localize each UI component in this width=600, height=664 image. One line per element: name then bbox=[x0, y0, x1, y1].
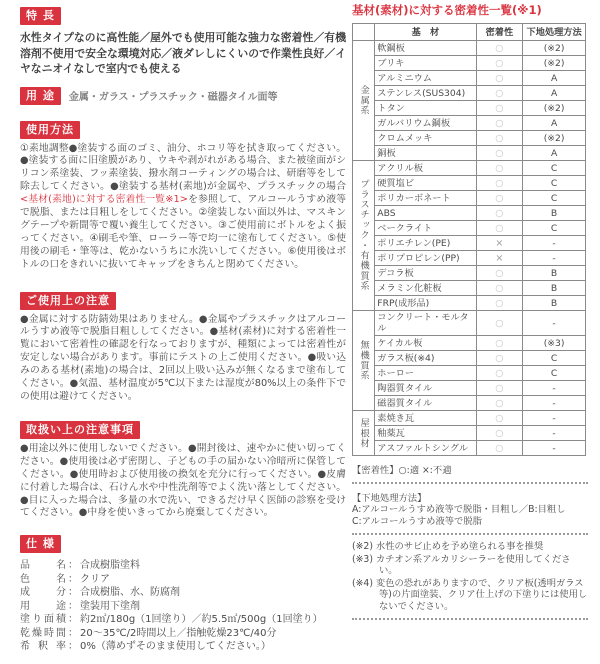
circle-mark: ○ bbox=[495, 72, 504, 84]
group-label-cell: 金属系 bbox=[353, 41, 375, 161]
text-segment: を参照して、アルコールうすめ液等で脱脂、または目粗しをしてください。②塗装しない面以外は、マスキングテープや新聞等で覆い養生してください。③ご使用前にボトルをよく振ってください。④刷毛や筆、ローラー等で均一に塗布してください。⑤使用後の刷毛・筆等は、乾かないうちに水洗いしてください。⑥使用後はボトルの口をきれいに抜いてキャップをきちんと閉めてください。 bbox=[20, 194, 346, 270]
material-cell: 銅板 bbox=[375, 146, 476, 161]
treatment-cell: A bbox=[523, 146, 586, 161]
adhesion-mark-cell bbox=[476, 266, 523, 281]
adhesion-mark-cell bbox=[476, 131, 523, 146]
section-howto bbox=[20, 118, 346, 272]
material-cell: アクリル板 bbox=[375, 161, 476, 176]
adhesion-table-reference: <基材(素地)に対する密着性一覧※1> bbox=[20, 194, 189, 206]
group-label-cell: 屋根材 bbox=[353, 411, 375, 456]
adhesion-mark-cell bbox=[476, 86, 523, 101]
circle-mark: ○ bbox=[495, 147, 504, 159]
circle-mark: ○ bbox=[495, 57, 504, 69]
table-row bbox=[353, 191, 586, 206]
spec-value: クリア bbox=[80, 573, 110, 585]
circle-mark: ○ bbox=[495, 427, 504, 439]
treatment-cell: C bbox=[523, 161, 586, 176]
table-row bbox=[353, 86, 586, 101]
circle-mark: ○ bbox=[495, 367, 504, 379]
adhesion-mark-cell bbox=[476, 176, 523, 191]
circle-mark: ○ bbox=[495, 412, 504, 424]
section-text-features bbox=[20, 30, 346, 77]
treatment-cell: - bbox=[523, 396, 586, 411]
spec-row-5 bbox=[20, 627, 346, 641]
section-uses bbox=[20, 87, 346, 105]
spec-row-4 bbox=[20, 613, 346, 627]
circle-mark: ○ bbox=[495, 352, 504, 364]
adhesion-mark-cell bbox=[476, 56, 523, 71]
treatment-cell: (※2) bbox=[523, 131, 586, 146]
undercoat-title: 【下地処理方法】 bbox=[352, 493, 427, 504]
spec-label: 品名 bbox=[20, 560, 66, 572]
circle-mark: ○ bbox=[495, 132, 504, 144]
uses-text: 金属・ガラス・プラスチック・磁器タイル面等 bbox=[68, 92, 278, 103]
section-spec bbox=[20, 532, 346, 654]
section-badge-spec: 仕 様 bbox=[20, 535, 61, 553]
material-cell: ガルバリウム鋼板 bbox=[375, 116, 476, 131]
footnote-2: (※4) 変色の恐れがありますので、クリア板(透明ガラス等)の片面塗装、クリア仕上げの下塗りには使用しないでください。 bbox=[352, 577, 588, 612]
treatment-cell: A bbox=[523, 116, 586, 131]
table-row bbox=[353, 176, 586, 191]
section-badge-features: 特 長 bbox=[20, 7, 61, 25]
treatment-column-header: 下地処理方法 bbox=[523, 24, 586, 41]
treatment-cell: (※2) bbox=[523, 41, 586, 56]
text-segment: ●金属に対する防錆効果はありません。●金属やプラスチックはアルコールうすめ液等で脱脂目粗ししてください。●基材(素材)に対する密着性一覧において密着性の確認を行なっておりますが、種類によっては密着性が安定しない場合があります。事前にテストの上ご使用ください。●吸い込みのある基材(素地)の場合は、2回以上吸い込みが無くなるまで塗布してください。●気温、基材温度が5℃以下または湿度が80%以上の条件下での使用は避けてください。 bbox=[20, 313, 346, 402]
spec-value: 0%（薄めずそのまま使用してください。） bbox=[80, 641, 271, 653]
material-cell: メラミン化粧板 bbox=[375, 281, 476, 296]
adhesion-mark-cell bbox=[476, 161, 523, 176]
treatment-cell: C bbox=[523, 176, 586, 191]
circle-mark: ○ bbox=[495, 337, 504, 349]
table-row bbox=[353, 221, 586, 236]
text-segment: ●用途以外に使用しないでください。●開封後は、速やかに使い切ってください。●使用後は必ず密閉し、子どもの手の届かない冷暗所に保管してください。●使用時および使用後の換気を充分に行ってください。●皮膚に付着した場合は、石けん水や中性洗剤等でよく洗い落としてください。●目に入った場合は、多量の水で洗い、できるだけ早く医師の診察を受けてください。●中身を使いきってから廃棄してください。 bbox=[20, 442, 346, 519]
adhesion-mark-cell bbox=[476, 311, 523, 336]
circle-mark: ○ bbox=[495, 297, 504, 309]
treatment-cell: C bbox=[523, 351, 586, 366]
treatment-cell: - bbox=[523, 311, 586, 336]
adhesion-mark-cell bbox=[476, 411, 523, 426]
treatment-cell: B bbox=[523, 296, 586, 311]
table-row bbox=[353, 161, 586, 176]
spec-row-0 bbox=[20, 559, 346, 573]
table-row bbox=[353, 381, 586, 396]
material-cell: ステンレス(SUS304) bbox=[375, 86, 476, 101]
material-cell: ブリキ bbox=[375, 56, 476, 71]
spec-label: 希釈率 bbox=[20, 641, 66, 653]
adhesion-legend: 【密着性】○:適 ×:不適 bbox=[352, 465, 452, 476]
circle-mark: ○ bbox=[495, 177, 504, 189]
material-cell: FRP(成形品) bbox=[375, 296, 476, 311]
spec-row-3 bbox=[20, 600, 346, 614]
treatment-cell: C bbox=[523, 191, 586, 206]
group-label-cell: 無機質系 bbox=[353, 311, 375, 411]
circle-mark: ○ bbox=[495, 87, 504, 99]
table-row bbox=[353, 411, 586, 426]
adhesion-mark-cell bbox=[476, 191, 523, 206]
text-segment: ①素地調整●塗装する面のゴミ、油分、ホコリ等を拭き取ってください。●塗装する面に旧塗膜があり、ウキや剥がれがある場合、また被塗面がシリコン系塗装、フッ素塗装、撥水剤コーティングの場合は、研磨等をして除去してください。●塗装する基材(素地)が金属や、プラスチックの場合 bbox=[20, 142, 346, 193]
circle-mark: ○ bbox=[495, 397, 504, 409]
treatment-cell: (※2) bbox=[523, 56, 586, 71]
table-row bbox=[353, 101, 586, 116]
material-column-header: 基 材 bbox=[375, 24, 476, 41]
adhesion-mark-cell bbox=[476, 41, 523, 56]
footnote-1: (※3) カチオン系アルカリシーラーを使用してください。 bbox=[352, 553, 571, 576]
material-cell: ポリエチレン(PE) bbox=[375, 236, 476, 251]
adhesion-column-header: 密着性 bbox=[476, 24, 523, 41]
dotted-divider bbox=[352, 618, 588, 620]
table-row bbox=[353, 266, 586, 281]
adhesion-mark-cell bbox=[476, 426, 523, 441]
material-cell: 釉薬瓦 bbox=[375, 426, 476, 441]
material-cell: ベークライト bbox=[375, 221, 476, 236]
spec-value: 合成樹脂塗料 bbox=[80, 560, 140, 572]
spec-colon: ： bbox=[68, 627, 78, 639]
adhesion-table bbox=[352, 23, 586, 456]
material-cell: ポリカーボネート bbox=[375, 191, 476, 206]
section-text-precautions bbox=[20, 314, 346, 404]
material-cell: コンクリート・モルタル bbox=[375, 311, 476, 336]
circle-mark: ○ bbox=[495, 382, 504, 394]
circle-mark: ○ bbox=[495, 42, 504, 54]
table-row bbox=[353, 311, 586, 336]
circle-mark: ○ bbox=[495, 207, 504, 219]
adhesion-mark-cell bbox=[476, 351, 523, 366]
text-segment: 水性タイプなのに高性能／屋外でも使用可能な強力な密着性／有機溶剤不使用で安全な環境対応／液ダレしにくいので作業性良好／イヤなニオイなしで室内でも使える bbox=[20, 31, 346, 75]
section-handling bbox=[20, 418, 346, 520]
section-badge-handling: 取扱い上の注意事項 bbox=[20, 421, 140, 439]
adhesion-mark-cell bbox=[476, 366, 523, 381]
table-row bbox=[353, 336, 586, 351]
spec-value: 塗装用下塗剤 bbox=[80, 600, 140, 612]
section-text-howto bbox=[20, 143, 346, 272]
material-cell: 陶器質タイル bbox=[375, 381, 476, 396]
material-cell: ガラス板(※4) bbox=[375, 351, 476, 366]
circle-mark: ○ bbox=[495, 102, 504, 114]
table-row bbox=[353, 41, 586, 56]
spec-colon: ： bbox=[68, 614, 78, 626]
adhesion-mark-cell bbox=[476, 251, 523, 266]
treatment-cell: C bbox=[523, 366, 586, 381]
footnotes bbox=[352, 541, 588, 612]
material-cell: 素焼き瓦 bbox=[375, 411, 476, 426]
circle-mark: ○ bbox=[495, 317, 504, 329]
table-row bbox=[353, 281, 586, 296]
adhesion-mark-cell bbox=[476, 221, 523, 236]
table-row bbox=[353, 251, 586, 266]
material-cell: アルミニウム bbox=[375, 71, 476, 86]
treatment-cell: (※3) bbox=[523, 336, 586, 351]
treatment-cell: A bbox=[523, 71, 586, 86]
material-cell: アスファルトシングル bbox=[375, 441, 476, 456]
material-cell: クロムメッキ bbox=[375, 131, 476, 146]
treatment-cell: B bbox=[523, 281, 586, 296]
undercoat-line-1: C:アルコールうすめ液等で脱脂 bbox=[352, 515, 482, 527]
table-row bbox=[353, 396, 586, 411]
material-cell: 磁器質タイル bbox=[375, 396, 476, 411]
material-cell: ポリプロピレン(PP) bbox=[375, 251, 476, 266]
table-row bbox=[353, 116, 586, 131]
table-row bbox=[353, 131, 586, 146]
undercoat-methods bbox=[352, 504, 588, 527]
spec-colon: ： bbox=[68, 600, 78, 612]
material-cell: トタン bbox=[375, 101, 476, 116]
spec-row-2 bbox=[20, 586, 346, 600]
table-row bbox=[353, 366, 586, 381]
material-cell: ケイカル板 bbox=[375, 336, 476, 351]
spec-colon: ： bbox=[68, 641, 78, 653]
spec-rows bbox=[20, 559, 346, 654]
treatment-cell: - bbox=[523, 236, 586, 251]
treatment-cell: - bbox=[523, 426, 586, 441]
spec-label: 用途 bbox=[20, 600, 66, 612]
table-row bbox=[353, 146, 586, 161]
material-cell: ABS bbox=[375, 206, 476, 221]
undercoat-line-0: A:アルコールうすめ液等で脱脂・目粗し／B:目粗し bbox=[352, 504, 566, 515]
section-text-handling bbox=[20, 443, 346, 520]
spec-colon: ： bbox=[68, 587, 78, 599]
material-cell: デコラ板 bbox=[375, 266, 476, 281]
table-row bbox=[353, 296, 586, 311]
adhesion-mark-cell bbox=[476, 71, 523, 86]
circle-mark: ○ bbox=[495, 117, 504, 129]
group-label-cell: プラスチック・有機質系 bbox=[353, 161, 375, 311]
spec-value: 約2㎡/180g（1回塗り）／約5.5㎡/500g（1回塗り） bbox=[80, 614, 323, 626]
treatment-cell: - bbox=[523, 251, 586, 266]
spec-value: 20～35℃/2時間以上／指触乾燥23℃/40分 bbox=[80, 627, 277, 639]
spec-row-1 bbox=[20, 573, 346, 587]
table-row bbox=[353, 206, 586, 221]
treatment-cell: B bbox=[523, 266, 586, 281]
treatment-cell: - bbox=[523, 441, 586, 456]
spec-row-6 bbox=[20, 640, 346, 654]
treatment-cell: B bbox=[523, 206, 586, 221]
adhesion-mark-cell bbox=[476, 381, 523, 396]
treatment-cell: C bbox=[523, 221, 586, 236]
adhesion-panel bbox=[352, 2, 588, 626]
spec-label: 乾燥時間 bbox=[20, 627, 66, 639]
adhesion-mark-cell bbox=[476, 116, 523, 131]
adhesion-mark-cell bbox=[476, 336, 523, 351]
adhesion-mark-cell bbox=[476, 296, 523, 311]
circle-mark: ○ bbox=[495, 192, 504, 204]
spec-colon: ： bbox=[68, 573, 78, 585]
adhesion-mark-cell bbox=[476, 441, 523, 456]
adhesion-mark-cell bbox=[476, 206, 523, 221]
spec-label: 成分 bbox=[20, 587, 66, 599]
cross-mark: × bbox=[495, 237, 504, 249]
cross-mark: × bbox=[495, 252, 504, 264]
section-precautions bbox=[20, 289, 346, 404]
spec-colon: ： bbox=[68, 560, 78, 572]
adhesion-mark-cell bbox=[476, 236, 523, 251]
spec-value: 合成樹脂、水、防腐剤 bbox=[80, 587, 180, 599]
dotted-divider bbox=[352, 533, 588, 535]
table-row bbox=[353, 71, 586, 86]
section-badge-uses: 用 途 bbox=[20, 87, 61, 105]
section-badge-precautions: ご使用上の注意 bbox=[20, 292, 116, 310]
material-cell: 硬質塩ビ bbox=[375, 176, 476, 191]
treatment-cell: - bbox=[523, 411, 586, 426]
footnote-0: (※2) 水性のサビ止めを予め塗られる事を推奨 bbox=[352, 541, 544, 552]
circle-mark: ○ bbox=[495, 442, 504, 454]
material-cell: 軟鋼板 bbox=[375, 41, 476, 56]
treatment-cell: A bbox=[523, 86, 586, 101]
section-features bbox=[20, 4, 346, 77]
adhesion-mark-cell bbox=[476, 146, 523, 161]
adhesion-mark-cell bbox=[476, 281, 523, 296]
table-row bbox=[353, 441, 586, 456]
circle-mark: ○ bbox=[495, 267, 504, 279]
spec-label: 色名 bbox=[20, 573, 66, 585]
adhesion-mark-cell bbox=[476, 396, 523, 411]
spec-label: 塗り面積 bbox=[20, 614, 66, 626]
adhesion-mark-cell bbox=[476, 101, 523, 116]
treatment-cell: (※2) bbox=[523, 101, 586, 116]
adhesion-table-title: 基材(素材)に対する密着性一覧(※1) bbox=[352, 3, 542, 17]
table-row bbox=[353, 56, 586, 71]
material-cell: ホーロー bbox=[375, 366, 476, 381]
section-badge-howto: 使用方法 bbox=[20, 121, 80, 139]
circle-mark: ○ bbox=[495, 282, 504, 294]
circle-mark: ○ bbox=[495, 162, 504, 174]
dotted-divider bbox=[352, 482, 588, 484]
table-header-row bbox=[353, 24, 586, 41]
table-row bbox=[353, 351, 586, 366]
group-column-header bbox=[353, 24, 375, 41]
treatment-cell: - bbox=[523, 381, 586, 396]
circle-mark: ○ bbox=[495, 222, 504, 234]
table-row bbox=[353, 236, 586, 251]
table-row bbox=[353, 426, 586, 441]
product-info-column bbox=[20, 4, 346, 664]
